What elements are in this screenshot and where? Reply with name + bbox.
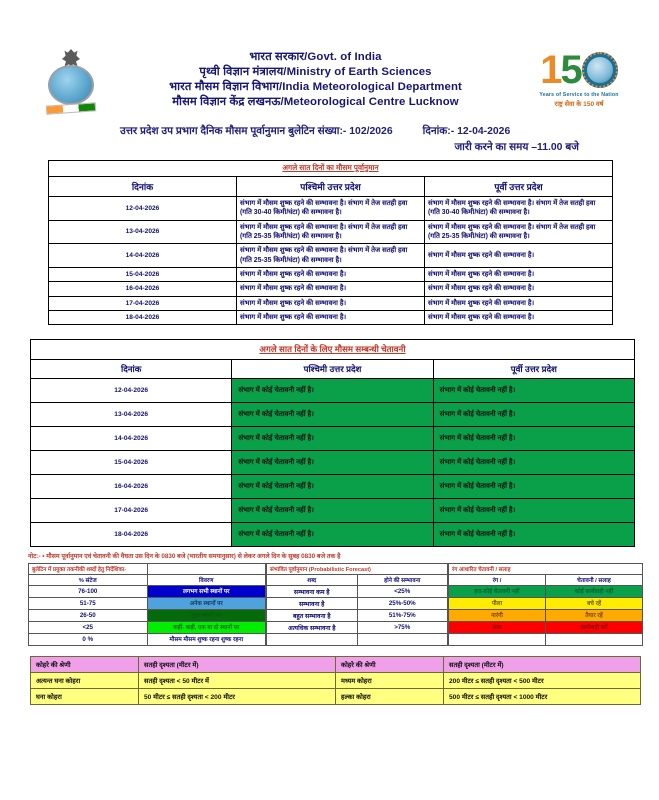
legend-probabilistic-title: संभावित पूर्वानुमान (Probabilistic Forecast) bbox=[267, 563, 448, 574]
legend-header-word: शब्द bbox=[267, 574, 358, 585]
table-row bbox=[31, 403, 635, 427]
legend-row bbox=[449, 633, 643, 645]
legend-color: लाल bbox=[449, 621, 546, 633]
warning-row-date: 18-04-2026 bbox=[31, 523, 232, 547]
forecast-row-date: 17-04-2026 bbox=[49, 296, 237, 310]
forecast-row-west: संभाग में मौसम शुष्क रहने की सम्भावना है। bbox=[237, 310, 425, 324]
legend-terminology-title: बुलेटिन में प्रयुक्त तकनीकी शब्दों हेतु निर्देशिका- bbox=[29, 563, 148, 574]
forecast-row-date: 14-04-2026 bbox=[49, 244, 237, 268]
legend-pct: <25 bbox=[29, 621, 148, 633]
legend-row bbox=[29, 585, 266, 597]
legend-row bbox=[267, 633, 448, 645]
forecast-row-east: संभाग में मौसम शुष्क रहने की सम्भावना है। संभाग में तेज सतही हवा (गति 25-35 किमी/घंटा) की सम्भावना है। bbox=[425, 220, 613, 244]
bulletin-date: दिनांक:- 12-04-2026 bbox=[422, 126, 511, 137]
forecast-row-date: 12-04-2026 bbox=[49, 197, 237, 221]
legend-row bbox=[29, 609, 266, 621]
forecast-row-west: संभाग में मौसम शुष्क रहने की सम्भावना है। संभाग में तेज सतही हवा (गति 25-35 किमी/घंटा) की सम्भावना है। bbox=[237, 220, 425, 244]
india-national-emblem-icon bbox=[40, 49, 102, 111]
org-line-4: मौसम विज्ञान केंद्र लखनऊ/Meteorological Centre Lucknow bbox=[172, 96, 459, 109]
legend-row bbox=[267, 585, 448, 597]
legend-word: सम्भावना कम है bbox=[267, 585, 358, 597]
warning-row-date: 14-04-2026 bbox=[31, 427, 232, 451]
warning-row-east: संभाग में कोई चेतावनी नहीं है। bbox=[433, 427, 634, 451]
legend-row bbox=[449, 621, 643, 633]
legend-desc: कुछ स्थानों पर bbox=[147, 609, 266, 621]
logo-caption-en: Years of Service to the Nation bbox=[539, 91, 619, 98]
legend-spacer bbox=[147, 563, 266, 574]
globe-icon bbox=[48, 65, 94, 105]
bulletin-issue-time: जारी करने का समय –11.00 बजे bbox=[454, 142, 579, 153]
fog-cell-1: घना कोहरा bbox=[31, 688, 139, 704]
legend-pct: 51-75 bbox=[29, 597, 148, 609]
tricolour-ribbon-icon bbox=[46, 102, 97, 114]
logo-caption-hi: राष्ट्र सेवा के 150 वर्ष bbox=[554, 100, 604, 108]
legend-pct: 26-50 bbox=[29, 609, 148, 621]
forecast-row-east: संभाग में मौसम शुष्क रहने की सम्भावना है। bbox=[425, 244, 613, 268]
fog-header-2: सतही दृश्यता (मीटर में) bbox=[139, 656, 336, 672]
legend-header-chance: होने की सम्भावना bbox=[357, 574, 448, 585]
warning-col-west: पश्चिमी उत्तर प्रदेश bbox=[232, 360, 433, 379]
legend-colorcode-title: रंग आधारित चेतावनी / सलाह bbox=[449, 563, 643, 574]
legend-chance: 25%-50% bbox=[357, 597, 448, 609]
table-row bbox=[31, 379, 635, 403]
table-row bbox=[31, 427, 635, 451]
legend-color bbox=[449, 633, 546, 645]
legend-row bbox=[29, 633, 266, 645]
legend-row bbox=[449, 597, 643, 609]
forecast-row-west: संभाग में मौसम शुष्क रहने की सम्भावना है। संभाग में तेज सतही हवा (गति 30-40 किमी/घंटा) की सम्भावना है। bbox=[237, 197, 425, 221]
warning-row-east: संभाग में कोई चेतावनी नहीं है। bbox=[433, 451, 634, 475]
validity-note: नोट:- • मौसम पूर्वानुमान एवं चेतावनी की वैधता उस दिन के 0830 बजे (भारतीय समयानुसार) से लेकर अगले दिन के सुबह 0830 बजे तक है bbox=[28, 553, 341, 561]
logo-digit-1: 1 bbox=[540, 48, 561, 93]
warning-row-east: संभाग में कोई चेतावनी नहीं है। bbox=[433, 403, 634, 427]
fog-cell-1: अत्यन्त घना कोहरा bbox=[31, 672, 139, 688]
forecast-col-date: दिनांक bbox=[49, 177, 237, 197]
warning-col-date: दिनांक bbox=[31, 360, 232, 379]
forecast-row-east: संभाग में मौसम शुष्क रहने की सम्भावना है। संभाग में तेज सतही हवा (गति 30-40 किमी/घंटा) की सम्भावना है। bbox=[425, 197, 613, 221]
fog-header-1: कोहरे की श्रेणी bbox=[31, 656, 139, 672]
warning-col-east: पूर्वी उत्तर प्रदेश bbox=[433, 360, 634, 379]
org-line-1: भारत सरकार/Govt. of India bbox=[249, 50, 382, 63]
warning-row-date: 13-04-2026 bbox=[31, 403, 232, 427]
legend-word: सम्भावना है bbox=[267, 597, 358, 609]
fog-cell-4: 500 मीटर ≤ सतही दृश्यता < 1000 मीटर bbox=[444, 688, 641, 704]
legend-row bbox=[267, 597, 448, 609]
document-header bbox=[0, 0, 659, 108]
logo-150-years bbox=[523, 48, 635, 108]
forecast-row-date: 16-04-2026 bbox=[49, 282, 237, 296]
forecast-row-east: संभाग में मौसम शुष्क रहने की सम्भावना है। bbox=[425, 310, 613, 324]
legend-action bbox=[546, 633, 643, 645]
table-row bbox=[31, 475, 635, 499]
legend-row bbox=[29, 597, 266, 609]
legend-color: पीला bbox=[449, 597, 546, 609]
legend-row bbox=[449, 585, 643, 597]
legend-row bbox=[449, 609, 643, 621]
fog-cell-2: सतही दृश्यता < 50 मीटर में bbox=[139, 672, 336, 688]
legend-word: बहुत सम्भावना है bbox=[267, 609, 358, 621]
organisation-title bbox=[108, 50, 523, 110]
legend-action: कार्यवाही करें bbox=[546, 621, 643, 633]
legend-desc: मौसम मौसम शुष्क रहना शुष्क रहना bbox=[147, 633, 266, 645]
legend-desc: अनेक स्थानों पर bbox=[147, 597, 266, 609]
warning-row-west: संभाग में कोई चेतावनी नहीं है। bbox=[232, 403, 433, 427]
forecast-table bbox=[48, 160, 613, 325]
legend-chance: >75% bbox=[357, 621, 448, 633]
table-row bbox=[49, 244, 613, 268]
warning-table-wrap bbox=[0, 325, 659, 547]
legend-pct: 0 % bbox=[29, 633, 148, 645]
fog-category-table bbox=[30, 656, 641, 705]
warning-row-west: संभाग में कोई चेतावनी नहीं है। bbox=[232, 475, 433, 499]
emblem-wrap bbox=[34, 49, 108, 111]
legend-chance: 51%-75% bbox=[357, 609, 448, 621]
warning-banner: अगले सात दिनों के लिए मौसम सम्बन्धी चेतावनी bbox=[31, 340, 635, 360]
fog-header-4: सतही दृश्यता (मीटर में) bbox=[444, 656, 641, 672]
table-row bbox=[49, 267, 613, 281]
table-row bbox=[49, 197, 613, 221]
table-row bbox=[31, 499, 635, 523]
warning-row-date: 15-04-2026 bbox=[31, 451, 232, 475]
forecast-row-date: 13-04-2026 bbox=[49, 220, 237, 244]
fog-header-row bbox=[31, 656, 641, 672]
legend-desc: लगभग सभी स्थानों पर bbox=[147, 585, 266, 597]
warning-row-west: संभाग में कोई चेतावनी नहीं है। bbox=[232, 499, 433, 523]
legend-action: कोई कार्यवाही नहीं bbox=[546, 585, 643, 597]
forecast-row-east: संभाग में मौसम शुष्क रहने की सम्भावना है। bbox=[425, 296, 613, 310]
logo-digit-5: 5 bbox=[560, 48, 581, 93]
warning-row-west: संभाग में कोई चेतावनी नहीं है। bbox=[232, 523, 433, 547]
warning-row-date: 12-04-2026 bbox=[31, 379, 232, 403]
fog-cell-2: 50 मीटर ≤ सतही दृश्यता < 200 मीटर bbox=[139, 688, 336, 704]
legend-header-color: रंग / bbox=[449, 574, 546, 585]
legend-desc: कहीं- कहीं, एक या दो स्थानों पर bbox=[147, 621, 266, 633]
table-row bbox=[49, 310, 613, 324]
legend-color: नारंगी bbox=[449, 609, 546, 621]
forecast-row-date: 15-04-2026 bbox=[49, 267, 237, 281]
legend-action: बचे रहें bbox=[546, 597, 643, 609]
forecast-banner: अगले सात दिनों का मौसम पूर्वानुमान bbox=[49, 161, 613, 177]
legend-action: तैयार रहें bbox=[546, 609, 643, 621]
forecast-row-west: संभाग में मौसम शुष्क रहने की सम्भावना है। संभाग में तेज सतही हवा (गति 25-35 किमी/घंटा) की सम्भावना है। bbox=[237, 244, 425, 268]
legend-chance: <25% bbox=[357, 585, 448, 597]
warning-row-east: संभाग में कोई चेतावनी नहीं है। bbox=[433, 379, 634, 403]
fog-table-wrap bbox=[0, 646, 659, 705]
fog-cell-3: मध्यम कोहरा bbox=[336, 672, 444, 688]
forecast-col-west: पश्चिमी उत्तर प्रदेश bbox=[237, 177, 425, 197]
table-row bbox=[31, 672, 641, 688]
bulletin-title: उत्तर प्रदेश उप प्रभाग दैनिक मौसम पूर्वानुमान बुलेटिन संख्या:- 102/2026 bbox=[120, 126, 393, 137]
forecast-row-west: संभाग में मौसम शुष्क रहने की सम्भावना है। bbox=[237, 296, 425, 310]
warning-row-date: 16-04-2026 bbox=[31, 475, 232, 499]
forecast-row-east: संभाग में मौसम शुष्क रहने की सम्भावना है। bbox=[425, 282, 613, 296]
forecast-row-date: 18-04-2026 bbox=[49, 310, 237, 324]
fog-cell-3: हल्का कोहरा bbox=[336, 688, 444, 704]
warning-body bbox=[31, 379, 635, 547]
warning-row-west: संभाग में कोई चेतावनी नहीं है। bbox=[232, 379, 433, 403]
warning-header-row bbox=[31, 360, 635, 379]
forecast-col-east: पूर्वी उत्तर प्रदेश bbox=[425, 177, 613, 197]
bulletin-meta bbox=[0, 124, 659, 154]
forecast-body bbox=[49, 197, 613, 325]
legend-row bbox=[29, 621, 266, 633]
legend-row bbox=[267, 609, 448, 621]
warning-row-east: संभाग में कोई चेतावनी नहीं है। bbox=[433, 523, 634, 547]
forecast-row-east: संभाग में मौसम शुष्क रहने की सम्भावना है। bbox=[425, 267, 613, 281]
legend-chance bbox=[357, 633, 448, 645]
legend-header-action: चेतावनी / सलाह bbox=[546, 574, 643, 585]
forecast-row-west: संभाग में मौसम शुष्क रहने की सम्भावना है। bbox=[237, 282, 425, 296]
fog-header-3: कोहरे की श्रेणी bbox=[336, 656, 444, 672]
forecast-row-west: संभाग में मौसम शुष्क रहने की सम्भावना है। bbox=[237, 267, 425, 281]
legend-probabilistic-table bbox=[266, 563, 448, 646]
legend-header-pct: % संटेज bbox=[29, 574, 148, 585]
warning-row-east: संभाग में कोई चेतावनी नहीं है। bbox=[433, 475, 634, 499]
legend-word bbox=[267, 633, 358, 645]
legend-pct: 76-100 bbox=[29, 585, 148, 597]
fog-cell-4: 200 मीटर ≤ सतही दृश्यता < 500 मीटर bbox=[444, 672, 641, 688]
warning-row-east: संभाग में कोई चेतावनी नहीं है। bbox=[433, 499, 634, 523]
org-line-3: भारत मौसम विज्ञान विभाग/India Meteorological Department bbox=[169, 81, 462, 93]
legend-header-desc: विवरण bbox=[147, 574, 266, 585]
legend-colorcode-table bbox=[448, 563, 643, 646]
table-row bbox=[49, 282, 613, 296]
logo-150-digits bbox=[523, 48, 635, 93]
table-row bbox=[31, 688, 641, 704]
forecast-header-row bbox=[49, 177, 613, 197]
warning-table bbox=[30, 339, 635, 547]
legend-section bbox=[0, 563, 659, 646]
legend-terminology-table bbox=[28, 563, 266, 646]
table-row bbox=[31, 451, 635, 475]
org-line-2: पृथ्वी विज्ञान मंत्रालय/Ministry of Earth Sciences bbox=[199, 65, 432, 78]
table-row bbox=[49, 220, 613, 244]
logo-zero-ring-icon bbox=[582, 52, 618, 88]
legend-row bbox=[267, 621, 448, 633]
table-row bbox=[49, 296, 613, 310]
warning-row-west: संभाग में कोई चेतावनी नहीं है। bbox=[232, 427, 433, 451]
legend-word: अत्यधिक सम्भावना है bbox=[267, 621, 358, 633]
warning-row-west: संभाग में कोई चेतावनी नहीं है। bbox=[232, 451, 433, 475]
forecast-table-wrap bbox=[0, 154, 659, 325]
legend-color: हरा-कोई चेतावनी नहीं bbox=[449, 585, 546, 597]
table-row bbox=[31, 523, 635, 547]
warning-row-date: 17-04-2026 bbox=[31, 499, 232, 523]
